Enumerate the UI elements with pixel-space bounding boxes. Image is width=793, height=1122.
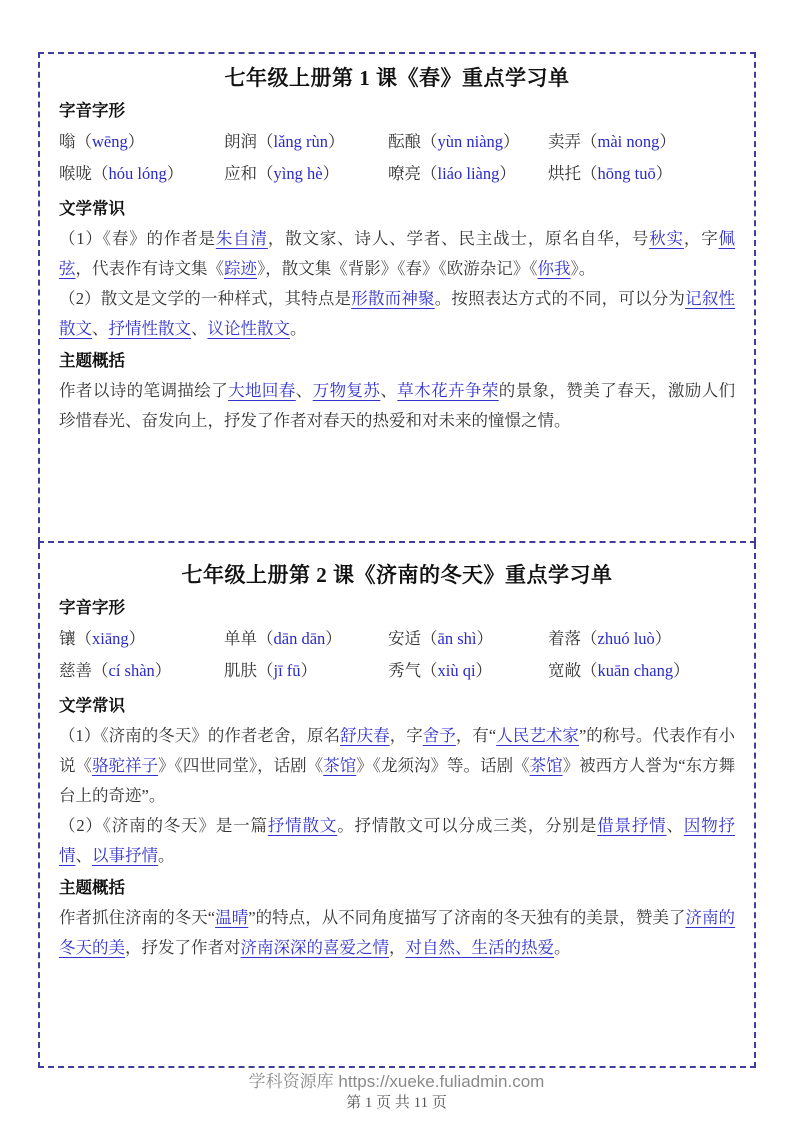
word-pinyin: hōng tuō <box>597 164 656 183</box>
word-pinyin: kuān chang <box>597 661 674 680</box>
highlight-term: 对自然、生活的热爱 <box>405 938 554 957</box>
highlight-term: 以事抒情 <box>92 846 158 865</box>
text-run: 、 <box>666 816 684 835</box>
text-run: 》被西方人誉为“东方舞台上的奇迹”。 <box>59 756 736 805</box>
text-run: （2）《济南的冬天》是一篇 <box>59 816 268 835</box>
section-heading-literature: 文学常识 <box>59 199 125 218</box>
word-pinyin: zhuó luò <box>597 629 655 648</box>
highlight-term: 温晴 <box>215 908 249 927</box>
paren-open: （ <box>92 164 109 183</box>
word-entry <box>59 158 224 190</box>
text-run: 》。 <box>570 259 596 278</box>
literature-paragraph <box>59 721 735 811</box>
paren-open: （ <box>421 164 438 183</box>
word-pinyin: yùn niàng <box>437 132 504 151</box>
word-entry <box>548 623 735 655</box>
paren-close: ） <box>166 164 184 183</box>
word-pinyin: liáo liàng <box>437 164 500 183</box>
word-pinyin: xiù qi <box>437 661 476 680</box>
word-pinyin: cí shàn <box>108 661 155 680</box>
paren-open: （ <box>421 629 438 648</box>
word-hanzi: 酝酿 <box>388 132 421 151</box>
word-pinyin: jī fū <box>273 661 301 680</box>
text-run: 。 <box>554 938 571 957</box>
paren-open: （ <box>581 629 598 648</box>
highlight-term: 舒庆春 <box>340 726 390 745</box>
text-run: ， <box>389 938 406 957</box>
text-run: 》，散文集《背影》《春》《欧游杂记》《 <box>257 259 538 278</box>
word-entry <box>388 158 548 190</box>
paren-open: （ <box>92 661 109 680</box>
text-run: 》《龙须沟》等。话剧《 <box>356 756 530 775</box>
literature-paragraph <box>59 811 735 871</box>
paren-close: ） <box>503 132 520 151</box>
text-run: ，有“ <box>455 726 497 745</box>
highlight-term: 议论性散文 <box>207 319 290 338</box>
highlight-term: 朱自清 <box>215 229 268 248</box>
literature-paragraph <box>59 224 735 284</box>
paren-close: ） <box>499 164 516 183</box>
highlight-term: 人民艺术家 <box>496 726 579 745</box>
paren-close: ） <box>654 629 672 648</box>
word-hanzi: 单单 <box>224 629 257 648</box>
word-hanzi: 安适 <box>388 629 421 648</box>
section-heading-theme: 主题概括 <box>59 351 125 370</box>
word-hanzi: 喉咙 <box>59 164 92 183</box>
lesson-card-chun <box>38 52 756 543</box>
text-run: 、 <box>380 381 398 400</box>
text-run: （1）《春》的作者是 <box>59 229 216 248</box>
literature-section <box>59 721 735 871</box>
highlight-term: 秋实 <box>649 229 684 248</box>
highlight-term: 形散而神聚 <box>351 289 435 308</box>
word-entry <box>59 126 224 158</box>
literature-section <box>59 224 735 344</box>
watermark-site-url: 学科资源库 https://xueke.fuliadmin.com <box>248 1072 545 1091</box>
text-run: ”的特点，从不同角度描写了济南的冬天独有的美景，赞美了 <box>248 908 686 927</box>
word-entry <box>548 158 735 190</box>
word-hanzi: 烘托 <box>548 164 581 183</box>
paren-close: ） <box>673 661 690 680</box>
text-run: ，字 <box>389 726 423 745</box>
text-run: 作者抓住济南的冬天“ <box>59 908 216 927</box>
paren-close: ） <box>300 661 318 680</box>
word-pinyin: ān shì <box>437 629 477 648</box>
study-sheet <box>38 52 756 1068</box>
highlight-term: 草木花卉争荣 <box>397 381 499 400</box>
theme-paragraph <box>59 376 735 436</box>
paren-open: （ <box>257 629 274 648</box>
section-heading-phonetics: 字音字形 <box>59 598 125 617</box>
page-number: 第 1 页 共 11 页 <box>346 1095 447 1111</box>
word-entry <box>548 655 735 687</box>
paren-close: ） <box>322 164 340 183</box>
text-run: 》《四世同堂》，话剧《 <box>158 756 324 775</box>
word-hanzi: 着落 <box>548 629 581 648</box>
word-hanzi: 嘹亮 <box>388 164 421 183</box>
word-hanzi: 嗡 <box>59 132 76 151</box>
word-hanzi: 卖弄 <box>548 132 581 151</box>
highlight-term: 舍予 <box>422 726 456 745</box>
word-entry <box>388 126 548 158</box>
text-run: ，散文家、诗人、学者、民主战士，原名自华，号 <box>267 229 650 248</box>
text-run: 、 <box>75 846 92 865</box>
highlight-term: 万物复苏 <box>312 381 381 400</box>
word-hanzi: 朗润 <box>224 132 257 151</box>
text-run: 。抒情散文可以分成三类，分别是 <box>337 816 598 835</box>
highlight-term: 骆驼祥子 <box>92 756 159 775</box>
text-run: 作者以诗的笔调描绘了 <box>59 381 229 400</box>
text-run: （1）《济南的冬天》的作者老舍，原名 <box>59 726 341 745</box>
paren-open: （ <box>421 132 438 151</box>
section-heading-phonetics: 字音字形 <box>59 101 125 120</box>
word-entry <box>388 623 548 655</box>
word-hanzi: 肌肤 <box>224 661 257 680</box>
text-run: 、 <box>295 381 313 400</box>
text-run: 。 <box>158 846 175 865</box>
paren-close: ） <box>154 661 172 680</box>
word-pinyin: wēng <box>92 132 128 151</box>
word-hanzi: 应和 <box>224 164 257 183</box>
word-pinyin: dān dān <box>273 629 326 648</box>
paren-open: （ <box>421 661 438 680</box>
paren-close: ） <box>655 164 673 183</box>
highlight-term: 济南的冬天的美 <box>59 908 736 957</box>
paren-open: （ <box>75 132 92 151</box>
word-pinyin: mài nong <box>597 132 660 151</box>
highlight-term: 借景抒情 <box>597 816 667 835</box>
section-heading-literature: 文学常识 <box>59 696 125 715</box>
word-hanzi: 慈善 <box>59 661 92 680</box>
word-list <box>59 623 735 687</box>
text-run: 、 <box>92 319 109 338</box>
highlight-term: 你我 <box>537 259 571 278</box>
highlight-term: 大地回春 <box>228 381 296 400</box>
word-hanzi: 秀气 <box>388 661 421 680</box>
text-run: （2）散文是文学的一种样式，其特点是 <box>59 289 352 308</box>
text-run: 。按照表达方式的不同，可以分为 <box>434 289 686 308</box>
paren-close: ） <box>328 132 345 151</box>
word-hanzi: 宽敞 <box>548 661 581 680</box>
word-entry <box>224 126 388 158</box>
word-entry <box>388 655 548 687</box>
paren-close: ） <box>476 629 493 648</box>
card-title: 七年级上册第 1 课《春》重点学习单 <box>224 66 570 90</box>
word-entry <box>548 126 735 158</box>
paren-open: （ <box>257 132 274 151</box>
highlight-term: 因物抒情 <box>59 816 736 865</box>
paren-open: （ <box>581 661 598 680</box>
paren-close: ） <box>475 661 493 680</box>
text-run: ”的称号。代表作有小说《 <box>59 726 736 775</box>
highlight-term: 记叙性散文 <box>59 289 736 338</box>
word-entry <box>224 158 388 190</box>
paren-close: ） <box>128 629 146 648</box>
text-run: 的景象，赞美了春天，激励人们珍惜春光、奋发向上，抒发了作者对春天的热爱和对未来的憧憬之情。 <box>59 381 736 430</box>
word-hanzi: 镶 <box>59 629 76 648</box>
text-run: ，代表作有诗文集《 <box>75 259 224 278</box>
paren-close: ） <box>127 132 145 151</box>
paren-open: （ <box>75 629 92 648</box>
text-run: ，字 <box>683 229 719 248</box>
section-heading-theme: 主题概括 <box>59 878 125 897</box>
highlight-term: 踪迹 <box>224 259 257 278</box>
card-title: 七年级上册第 2 课《济南的冬天》重点学习单 <box>181 563 613 587</box>
paren-close: ） <box>325 629 342 648</box>
highlight-term: 茶馆 <box>323 756 357 775</box>
theme-paragraph <box>59 903 735 963</box>
highlight-term: 济南深深的喜爱之情 <box>240 938 389 957</box>
paren-open: （ <box>581 132 598 151</box>
word-pinyin: lǎng rùn <box>273 132 329 151</box>
paren-open: （ <box>257 164 274 183</box>
paren-open: （ <box>581 164 598 183</box>
lesson-card-jinan-winter <box>38 543 756 1068</box>
highlight-term: 茶馆 <box>529 756 563 775</box>
page-footer <box>0 1072 793 1112</box>
text-run: 。 <box>290 319 307 338</box>
word-entry <box>59 655 224 687</box>
paren-close: ） <box>659 132 676 151</box>
paren-open: （ <box>257 661 274 680</box>
text-run: 、 <box>191 319 208 338</box>
word-entry <box>59 623 224 655</box>
highlight-term: 抒情散文 <box>267 816 338 835</box>
highlight-term: 抒情性散文 <box>108 319 191 338</box>
word-pinyin: xiāng <box>92 629 129 648</box>
word-pinyin: yìng hè <box>273 164 323 183</box>
word-entry <box>224 623 388 655</box>
word-list <box>59 126 735 190</box>
word-entry <box>224 655 388 687</box>
literature-paragraph <box>59 284 735 344</box>
word-pinyin: hóu lóng <box>108 164 167 183</box>
text-run: ，抒发了作者对 <box>125 938 241 957</box>
highlight-term: 佩弦 <box>59 229 736 278</box>
